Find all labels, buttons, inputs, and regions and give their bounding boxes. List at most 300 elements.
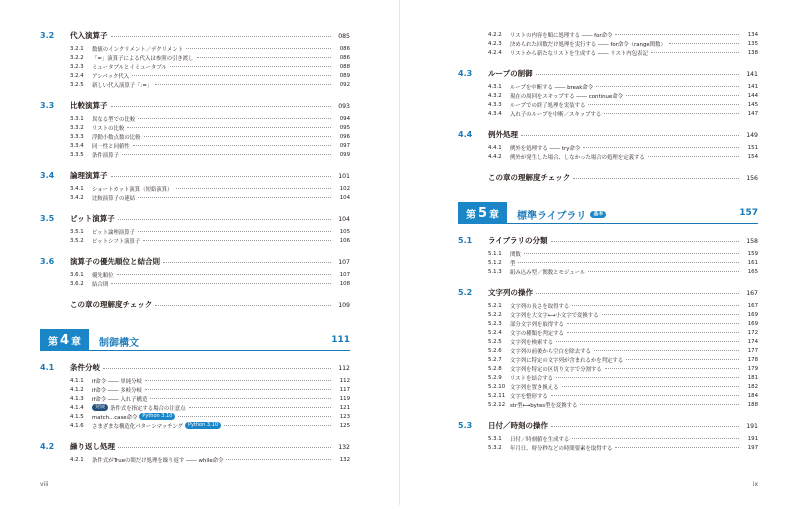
leader-dots — [163, 262, 331, 263]
subsection-number: 5.2.9 — [488, 374, 502, 381]
subsection-number: 5.2.5 — [488, 338, 502, 345]
python-version-badge: Python 3.10 — [139, 413, 175, 420]
toc-subsection[interactable] — [488, 391, 758, 400]
toc-subsection[interactable] — [488, 310, 758, 319]
subsection-title: 文字の種類を判定する — [510, 330, 564, 337]
subsection-title: ミュータブルとイミュータブル — [92, 64, 167, 71]
subsection-page: 134 — [747, 31, 758, 38]
leader-dots — [145, 389, 331, 390]
subsection-number: 3.2.1 — [70, 45, 84, 52]
toc-subsection[interactable] — [488, 373, 758, 382]
section-title: 比較演算子 — [70, 101, 108, 110]
toc-subsection[interactable] — [70, 114, 350, 123]
subsection-title: 文字列を検索する — [510, 339, 554, 346]
subsection-page: 151 — [747, 144, 758, 151]
subsection-title-wrap — [510, 338, 553, 346]
subsection-title-wrap — [92, 54, 194, 62]
section-page: 158 — [746, 238, 758, 245]
toc-subsection[interactable] — [70, 376, 350, 385]
toc-subsection[interactable] — [488, 319, 758, 328]
chapter-title: 制御構文 — [99, 338, 139, 349]
toc-subsection[interactable] — [488, 364, 758, 373]
subsection-number: 5.1.2 — [488, 259, 502, 266]
leader-dots — [583, 147, 739, 148]
chapter-suffix: 章 — [489, 209, 500, 221]
subsection-title: 現在の周回をスキップする ―― continue命令 — [510, 93, 624, 100]
subsection-title-wrap — [92, 395, 147, 403]
subsection-title: 部分文字列を取得する — [510, 321, 564, 328]
toc-subsection[interactable] — [488, 301, 758, 310]
toc-subsection[interactable] — [70, 403, 350, 412]
section-number: 5.3 — [458, 421, 473, 430]
subsection-title: 組み込み型／関数とモジュール — [510, 269, 586, 276]
subsection-page: 092 — [339, 81, 350, 88]
subsection-page: 117 — [339, 386, 350, 393]
subsection-title: match...case命令 — [92, 414, 138, 421]
subsection-title: 数値のインクリメント／デクリメント — [92, 46, 184, 53]
section-page: 191 — [746, 423, 758, 430]
section-title: この章の理解度チェック — [70, 300, 153, 309]
leader-dots — [143, 240, 331, 241]
subsection-page: 105 — [339, 228, 350, 235]
subsection-page: 132 — [339, 456, 350, 463]
leader-dots — [572, 305, 739, 306]
toc-section[interactable] — [40, 299, 350, 311]
section-page: 141 — [746, 71, 758, 78]
leader-dots — [669, 43, 739, 44]
subsection-number: 3.2.5 — [70, 81, 84, 88]
leader-dots — [572, 438, 739, 439]
subsection-page: 106 — [339, 237, 350, 244]
subsection-page: 161 — [747, 259, 758, 266]
subsection-number: 3.2.3 — [70, 63, 84, 70]
subsection-title-wrap — [510, 259, 515, 267]
subsection-title-wrap — [92, 413, 175, 421]
subsection-title: 浮動小数点数の比較 — [92, 134, 141, 141]
toc-section[interactable] — [40, 362, 350, 374]
subsection-number: 4.1.1 — [70, 377, 84, 384]
subsection-page: 145 — [747, 101, 758, 108]
leader-dots — [588, 104, 739, 105]
leader-dots — [144, 136, 331, 137]
leader-dots — [518, 262, 739, 263]
toc-section[interactable] — [40, 441, 350, 453]
section-title: 代入演算子 — [70, 31, 108, 40]
toc-subsection[interactable] — [70, 123, 350, 132]
subsection-page: 119 — [339, 395, 350, 402]
subsection-page: 174 — [747, 338, 758, 345]
right-page — [400, 0, 800, 505]
subsection-number: 4.1.3 — [70, 395, 84, 402]
subsection-page: 089 — [339, 72, 350, 79]
toc-subsection[interactable] — [70, 421, 350, 430]
leader-dots — [524, 253, 739, 254]
subsection-page: 141 — [747, 83, 758, 90]
subsection-page: 144 — [747, 92, 758, 99]
subsection-title-wrap — [92, 280, 108, 288]
subsection-title-wrap — [92, 271, 114, 279]
subsection-title-wrap — [92, 72, 129, 80]
subsection-title: 条件式を指定する場合の注意点 — [110, 405, 186, 412]
subsection-title: if命令 ―― 入れ子構造 — [92, 396, 148, 403]
subsection-title-wrap — [92, 151, 119, 159]
leader-dots — [133, 145, 331, 146]
subsection-title: 文字列を特定の区切り文字で分割する — [510, 366, 602, 373]
subsection-number: 4.2.3 — [488, 40, 502, 47]
subsection-title: 型 — [510, 260, 516, 267]
toc-subsection[interactable] — [488, 143, 758, 152]
toc-section[interactable] — [458, 287, 758, 299]
subsection-title: ショートカット演算（短絡演算） — [92, 186, 173, 193]
section-number: 3.5 — [40, 214, 55, 223]
toc-subsection[interactable] — [488, 100, 758, 109]
toc-subsection[interactable] — [70, 394, 350, 403]
right-toc-column — [458, 30, 758, 452]
toc-subsection[interactable] — [70, 150, 350, 159]
subsection-title-wrap — [510, 435, 569, 443]
subsection-page: 169 — [747, 311, 758, 318]
toc-section[interactable] — [40, 213, 350, 225]
subsection-page: 102 — [339, 185, 350, 192]
leader-dots — [580, 404, 739, 405]
subsection-page: 154 — [747, 153, 758, 160]
toc-subsection[interactable] — [488, 400, 758, 409]
toc-section[interactable] — [458, 420, 758, 432]
subsection-number: 4.2.4 — [488, 49, 502, 56]
section-title: ループの制御 — [488, 69, 533, 78]
toc-section[interactable] — [458, 235, 758, 247]
section-title: 演算子の優先順位と結合則 — [70, 257, 160, 266]
subsection-page: 167 — [747, 302, 758, 309]
toc-subsection[interactable] — [70, 141, 350, 150]
subsection-title: さまざまな構造化パターンマッチング — [92, 423, 183, 430]
leader-dots — [626, 95, 739, 96]
section-title: 条件分岐 — [70, 363, 100, 372]
leader-dots — [189, 407, 332, 408]
section-number: 5.1 — [458, 236, 473, 245]
chapter-page: 157 — [739, 208, 758, 218]
leader-dots — [170, 66, 331, 67]
toc-subsection[interactable] — [488, 267, 758, 276]
subsection-title: 結合則 — [92, 281, 109, 288]
subsection-title: 同一性と同値性 — [92, 143, 130, 150]
toc-subsection[interactable] — [70, 385, 350, 394]
subsection-title-wrap — [510, 40, 666, 48]
subsection-page: 178 — [747, 356, 758, 363]
section-number: 3.6 — [40, 257, 55, 266]
leader-dots — [122, 154, 331, 155]
toc-subsection[interactable] — [488, 258, 758, 267]
subsection-page: 086 — [339, 45, 350, 52]
subsection-title-wrap — [510, 392, 548, 400]
toc-subsection[interactable] — [488, 39, 758, 48]
toc-subsection[interactable] — [488, 48, 758, 57]
leader-dots — [138, 231, 331, 232]
section-page: 109 — [338, 302, 350, 309]
toc-subsection[interactable] — [70, 193, 350, 202]
subsection-title: アンパック代入 — [92, 73, 130, 80]
leader-dots — [111, 283, 331, 284]
leader-dots — [111, 36, 332, 37]
subsection-title-wrap — [510, 401, 577, 409]
advanced-badge: 発展 — [92, 404, 108, 411]
section-number: 3.2 — [40, 31, 55, 40]
subsection-page: 169 — [747, 320, 758, 327]
subsection-number: 3.2.4 — [70, 72, 84, 79]
subsection-number: 4.3.2 — [488, 92, 502, 99]
section-page: 132 — [338, 444, 350, 451]
subsection-page: 123 — [339, 413, 350, 420]
subsection-title-wrap — [92, 194, 135, 202]
subsection-title: 文字列の前後から空白を除去する — [510, 348, 591, 355]
subsection-title-wrap — [510, 49, 648, 57]
subsection-page: 177 — [747, 347, 758, 354]
subsection-title: 例外が発生した場合、しなかった場合の処理を定義する — [510, 154, 645, 161]
subsection-page: 104 — [339, 194, 350, 201]
section-page: 104 — [338, 216, 350, 223]
toc-subsection[interactable] — [488, 82, 758, 91]
subsection-page: 088 — [339, 63, 350, 70]
chapter-title-wrap — [517, 207, 606, 222]
page-number-left: viii — [40, 481, 49, 488]
leader-dots — [602, 314, 739, 315]
subsection-number: 4.2.2 — [488, 31, 502, 38]
subsection-number: 5.2.6 — [488, 347, 502, 354]
subsection-title: リストから新たなリストを生成する ―― リスト内包表記 — [510, 50, 648, 57]
subsection-title-wrap — [510, 444, 612, 452]
subsection-title-wrap — [510, 320, 564, 328]
toc-section[interactable] — [40, 256, 350, 268]
leader-dots — [197, 57, 331, 58]
toc-subsection[interactable] — [70, 44, 350, 53]
subsection-title-wrap — [92, 404, 186, 412]
leader-dots — [562, 386, 739, 387]
subsection-title: 入れ子のループを中断／スキップする — [510, 111, 602, 118]
leader-dots — [186, 48, 331, 49]
subsection-title-wrap — [510, 268, 585, 276]
toc-subsection[interactable] — [70, 62, 350, 71]
section-title: この章の理解度チェック — [488, 173, 571, 182]
subsection-title: 異なる型での比較 — [92, 116, 136, 123]
subsection-title: ビットシフト演算子 — [92, 238, 141, 245]
subsection-number: 4.1.4 — [70, 404, 84, 411]
toc-subsection[interactable] — [70, 270, 350, 279]
section-title: 文字列の操作 — [488, 288, 533, 297]
leader-dots — [178, 416, 331, 417]
toc-subsection[interactable] — [70, 71, 350, 80]
section-page: 156 — [746, 175, 758, 182]
subsection-title-wrap — [510, 92, 623, 100]
subsection-title: 文字列を大文字⟷小文字で変換する — [510, 312, 599, 319]
toc-subsection[interactable] — [70, 279, 350, 288]
subsection-title-wrap — [92, 63, 167, 71]
subsection-page: 165 — [747, 268, 758, 275]
section-title: ビット演算子 — [70, 214, 115, 223]
subsection-title: リストの内容を順に処理する ―― for命令 — [510, 32, 613, 39]
subsection-number: 3.6.1 — [70, 271, 84, 278]
subsection-title-wrap — [92, 45, 183, 53]
chapter-header[interactable] — [40, 329, 350, 351]
toc-subsection[interactable] — [488, 249, 758, 258]
subsection-number: 4.1.5 — [70, 413, 84, 420]
subsection-page: 108 — [339, 280, 350, 287]
subsection-title-wrap — [510, 153, 645, 161]
section-page: 107 — [338, 259, 350, 266]
toc-subsection[interactable] — [70, 412, 350, 421]
subsection-number: 5.2.10 — [488, 383, 506, 390]
toc-subsection[interactable] — [488, 443, 758, 452]
subsection-page: 172 — [747, 329, 758, 336]
subsection-title-wrap — [510, 365, 602, 373]
leader-dots — [615, 447, 739, 448]
section-page: 093 — [338, 103, 350, 110]
subsection-page: 179 — [747, 365, 758, 372]
subsection-number: 5.3.2 — [488, 444, 502, 451]
toc-subsection[interactable] — [488, 382, 758, 391]
leader-dots — [573, 178, 739, 179]
toc-subsection[interactable] — [488, 91, 758, 100]
subsection-title: リストを結合する — [510, 375, 554, 382]
toc-subsection[interactable] — [488, 337, 758, 346]
subsection-title: 決められた回数だけ処理を実行する ―― for命令（range関数） — [510, 41, 666, 48]
subsection-number: 5.2.3 — [488, 320, 502, 327]
subsection-number: 4.1.6 — [70, 422, 84, 429]
section-title: 例外処理 — [488, 130, 518, 139]
chapter-label — [458, 202, 507, 224]
leader-dots — [127, 127, 331, 128]
subsection-page: 184 — [747, 392, 758, 399]
subsection-title-wrap — [510, 31, 612, 39]
subsection-number: 3.3.5 — [70, 151, 84, 158]
leader-dots — [138, 197, 331, 198]
subsection-title: 文字列に特定の文字列が含まれるかを判定する — [510, 357, 624, 364]
subsection-title: ループを中断する ―― break命令 — [510, 84, 594, 91]
leader-dots — [604, 113, 739, 114]
leader-dots — [155, 305, 331, 306]
toc-subsection[interactable] — [70, 80, 350, 89]
subsection-title-wrap — [510, 356, 623, 364]
section-page: 112 — [338, 365, 350, 372]
toc-subsection[interactable] — [70, 455, 350, 464]
toc-subsection[interactable] — [70, 132, 350, 141]
subsection-title-wrap — [92, 237, 140, 245]
subsection-number: 3.2.2 — [70, 54, 84, 61]
section-title: 論理演算子 — [70, 171, 108, 180]
section-page: 085 — [338, 33, 350, 40]
chapter-title-wrap — [99, 334, 139, 349]
toc-subsection[interactable] — [488, 434, 758, 443]
toc-section[interactable] — [40, 100, 350, 112]
subsection-number: 3.3.4 — [70, 142, 84, 149]
section-page: 167 — [746, 290, 758, 297]
subsection-title-wrap — [92, 115, 135, 123]
section-title: 繰り返し処理 — [70, 442, 115, 451]
subsection-page: 182 — [747, 383, 758, 390]
toc-subsection[interactable] — [488, 355, 758, 364]
subsection-title-wrap — [510, 302, 569, 310]
toc-section[interactable] — [458, 129, 758, 141]
subsection-number: 3.4.2 — [70, 194, 84, 201]
subsection-title: リストの比較 — [92, 125, 125, 132]
leader-dots — [556, 377, 739, 378]
subsection-number: 5.2.12 — [488, 401, 506, 408]
subsection-title: ループでの終了処理を実装する — [510, 102, 586, 109]
chapter-header[interactable] — [458, 202, 758, 224]
subsection-page: 097 — [339, 142, 350, 149]
subsection-title-wrap — [510, 110, 601, 118]
subsection-title-wrap — [510, 374, 553, 382]
subsection-number: 4.3.1 — [488, 83, 502, 90]
page-number-right: ix — [752, 481, 758, 488]
leader-dots — [567, 323, 739, 324]
leader-dots — [111, 106, 332, 107]
subsection-number: 5.1.1 — [488, 250, 502, 257]
subsection-number: 3.5.1 — [70, 228, 84, 235]
subsection-page: 121 — [339, 404, 350, 411]
chapter-label — [40, 329, 89, 351]
subsection-number: 5.2.8 — [488, 365, 502, 372]
leader-dots — [551, 241, 739, 242]
toc-subsection[interactable] — [488, 109, 758, 118]
subsection-number: 5.2.7 — [488, 356, 502, 363]
toc-subsection[interactable] — [488, 152, 758, 161]
subsection-number: 3.6.2 — [70, 280, 84, 287]
leader-dots — [594, 350, 739, 351]
subsection-page: 135 — [747, 40, 758, 47]
chapter-prefix: 第 — [466, 209, 476, 221]
leader-dots — [150, 398, 331, 399]
subsection-page: 159 — [747, 250, 758, 257]
subsection-number: 3.3.3 — [70, 133, 84, 140]
left-toc-column — [40, 30, 350, 464]
leader-dots — [111, 176, 332, 177]
toc-subsection[interactable] — [70, 227, 350, 236]
toc-subsection[interactable] — [488, 346, 758, 355]
toc-subsection[interactable] — [488, 30, 758, 39]
toc-section[interactable] — [458, 172, 758, 184]
toc-section[interactable] — [40, 170, 350, 182]
section-number: 4.2 — [40, 442, 55, 451]
chapter-page: 111 — [331, 335, 350, 345]
subsection-title: 文字を整形する — [510, 393, 548, 400]
subsection-page: 181 — [747, 374, 758, 381]
toc-section[interactable] — [458, 68, 758, 80]
subsection-number: 5.1.3 — [488, 268, 502, 275]
toc-subsection[interactable] — [488, 328, 758, 337]
toc-section[interactable] — [40, 30, 350, 42]
subsection-page: 188 — [747, 401, 758, 408]
subsection-title: 比較演算子の連結 — [92, 195, 136, 202]
leader-dots — [588, 271, 739, 272]
leader-dots — [132, 75, 331, 76]
toc-subsection[interactable] — [70, 184, 350, 193]
chapter-number: 5 — [478, 205, 488, 221]
subsection-page: 095 — [339, 124, 350, 131]
section-number: 3.4 — [40, 171, 55, 180]
leader-dots — [536, 74, 739, 75]
subsection-title: 関数 — [510, 251, 521, 258]
subsection-title-wrap — [92, 81, 152, 89]
leader-dots — [536, 293, 739, 294]
subsection-number: 4.4.2 — [488, 153, 502, 160]
toc-subsection[interactable] — [70, 53, 350, 62]
toc-subsection[interactable] — [70, 236, 350, 245]
subsection-title-wrap — [92, 133, 141, 141]
leader-dots — [551, 426, 739, 427]
subsection-number: 4.1.2 — [70, 386, 84, 393]
subsection-title-wrap — [92, 142, 130, 150]
subsection-title-wrap — [92, 456, 223, 464]
